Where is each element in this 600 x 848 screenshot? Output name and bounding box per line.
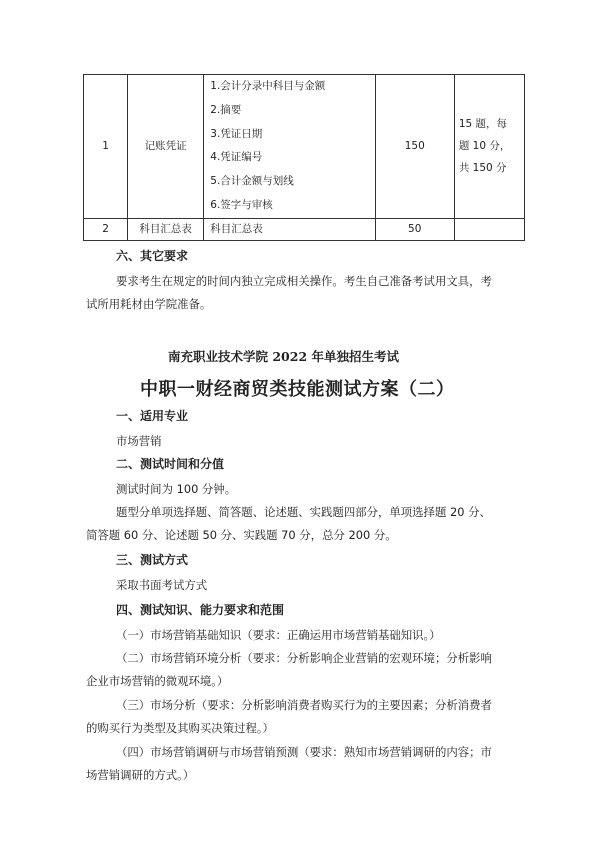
content-line: 4.凭证编号 [210, 151, 263, 164]
item-contents [204, 75, 375, 219]
content-line: 2.摘要 [210, 103, 242, 116]
table-row [84, 218, 525, 240]
exam-table [83, 74, 525, 241]
item-score: 150 [375, 75, 454, 219]
content-line: 1.会计分录中科目与金额 [210, 80, 326, 92]
row-number: 2 [84, 218, 128, 240]
content-line: 5.合计金额与划线 [210, 175, 294, 188]
paragraph-line: 题型分单项选择题、简答题、论述题、实践题四部分，单项选择题 20 分、 [116, 505, 491, 519]
note-line: 共 150 分 [458, 162, 507, 175]
paragraph-line: 简答题 60 分、论述题 50 分、实践题 70 分，总分 200 分。 [86, 528, 397, 542]
section-heading-other: 六、其它要求 [116, 249, 189, 263]
paragraph-line: 试所用耗材由学院准备。 [86, 297, 212, 311]
table-row [84, 75, 525, 219]
row-number: 1 [84, 75, 128, 219]
section-heading: 一、适用专业 [116, 409, 189, 423]
content-line: 3.凭证日期 [210, 127, 263, 140]
paragraph-line: （一）市场营销基础知识（要求：正确运用市场营销基础知识。） [116, 628, 441, 642]
paragraph-line: 采取书面考试方式 [116, 578, 208, 592]
content-line: 科目汇总表 [210, 222, 263, 235]
item-note [454, 218, 524, 240]
note-line: 15 题，每 [458, 118, 508, 131]
item-name: 记账凭证 [128, 75, 204, 219]
item-contents [204, 218, 375, 240]
document-title [140, 375, 455, 401]
section-heading: 四、测试知识、能力要求和范围 [116, 603, 285, 617]
section-heading: 三、测试方式 [116, 553, 189, 567]
paragraph-line: （四）市场营销调研与市场营销预测（要求：熟知市场营销调研的内容；市 [116, 745, 492, 759]
section-heading: 二、测试时间和分值 [116, 457, 225, 471]
paragraph-line: 测试时间为 100 分钟。 [116, 482, 237, 496]
paragraph-line: 的购买行为类型及其购买决策过程。） [86, 721, 274, 735]
item-note [454, 75, 524, 219]
paragraph-line: （三）市场分析（要求：分析影响消费者购买行为的主要因素；分析消费者 [116, 698, 492, 712]
document-title-text: 中职一财经商贸类技能测试方案（二） [140, 379, 455, 400]
paragraph-line: 要求考生在规定的时间内独立完成相关操作。考生自己准备考试用文具，考 [116, 274, 492, 288]
paragraph-line: 市场营销 [116, 434, 162, 448]
content-line: 6.签字与审核 [210, 198, 273, 211]
paragraph-line: 企业市场营销的微观环境。） [86, 674, 229, 688]
paragraph-line: （二）市场营销环境分析（要求：分析影响企业营销的宏观环境；分析影响 [116, 651, 492, 665]
document-subtitle: 南充职业技术学院 2022 年单独招生考试 [168, 349, 399, 364]
item-name: 科目汇总表 [128, 218, 204, 240]
paragraph-line: 场营销调研的方式。） [86, 768, 195, 782]
note-line: 题 10 分， [458, 140, 511, 153]
item-score: 50 [375, 218, 454, 240]
